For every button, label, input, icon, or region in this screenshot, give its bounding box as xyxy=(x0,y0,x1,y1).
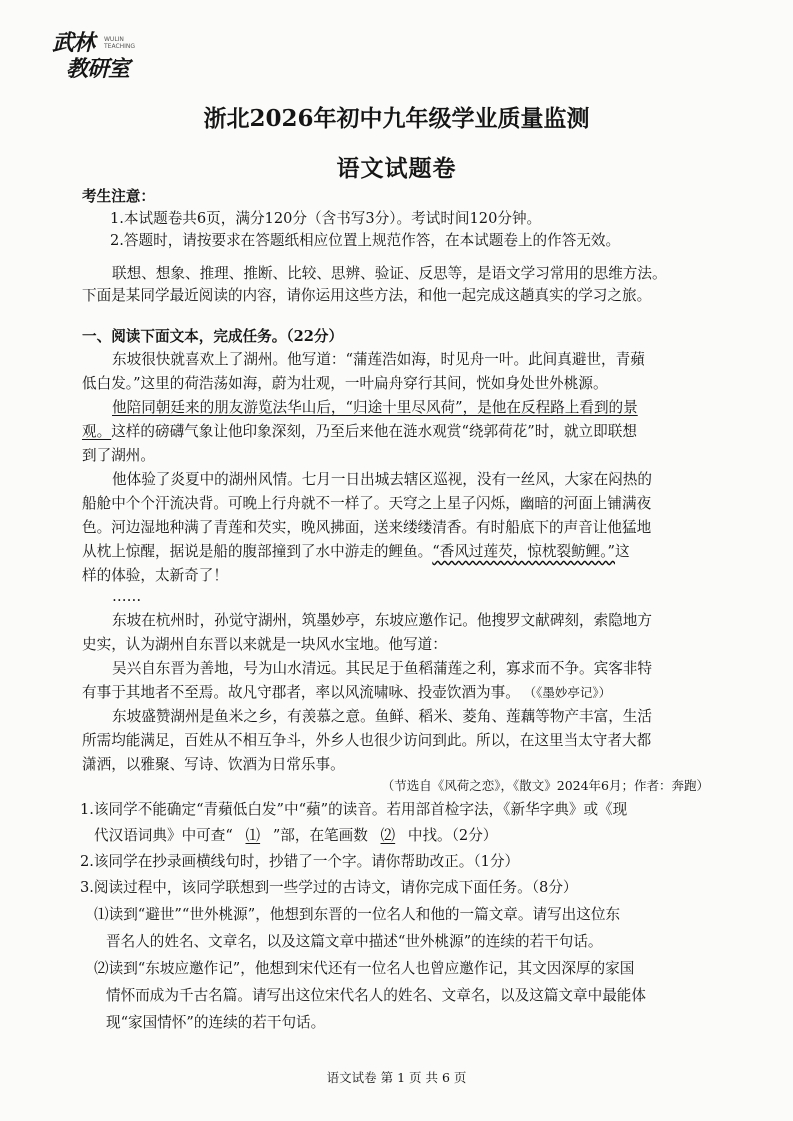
question-2: 2.该同学在抄录画横线句时，抄错了一个字。请你帮助改正。（1分） xyxy=(80,853,520,870)
section-1-heading: 一、阅读下面文本，完成任务。（22分） xyxy=(82,328,344,345)
page-footer: 语文试卷 第 1 页 共 6 页 xyxy=(326,1070,467,1085)
question-3-1-cont: 晋名人的姓名、文章名，以及这篇文章中描述“世外桃源”的连续的若干句话。 xyxy=(106,933,603,950)
notice-item-1: 1.本试题卷共6页，满分120分（含书写3分）。考试时间120分钟。 xyxy=(110,210,542,227)
passage-line: 所需均能满足，百姓从不相互争斗，外乡人也很少访问到此。所以，在这里当太守者大都 xyxy=(82,732,652,749)
underlined-sentence: ，是他在反程路上看到的景 xyxy=(462,399,638,416)
quoted-passage-line: 吴兴自东晋为善地，号为山水清远。其民足于鱼稻蒲莲之利，寡求而不争。宾客非特 xyxy=(112,660,652,677)
answer-blank-2[interactable]: ⑵ xyxy=(380,827,396,844)
passage-line: 到了湖州。 xyxy=(82,447,155,464)
question-3-1: ⑴读到“避世”“世外桃源”，他想到东晋的一位名人和他的一篇文章。请写出这位东 xyxy=(94,906,621,923)
intro-line-1: 联想、想象、推理、推断、比较、思辨、验证、反思等，是语文学习常用的思维方法。 xyxy=(112,265,667,282)
passage-line xyxy=(112,398,638,418)
passage-line: 他体验了炎夏中的湖州风情。七月一日出城去辖区巡视，没有一丝风，大家在闷热的 xyxy=(112,471,652,488)
logo-text-line1: 武林 xyxy=(52,30,95,56)
quoted-text: 有事于其地者不至焉。故凡守郡者，率以风流啸咏、投壶饮酒为事。 xyxy=(82,684,520,701)
passage-text: 这 xyxy=(615,543,630,560)
passage-line: 东坡盛赞湖州是鱼米之乡，有羡慕之意。鱼鲜、稻米、菱角、莲藕等物产丰富，生活 xyxy=(112,708,652,725)
underlined-sentence: 他陪同朝廷来的朋友游览法华山后， xyxy=(112,399,346,416)
passage-line: 船舱中个个汗流决背。可晚上行舟就不一样了。天穹之上星子闪烁，幽暗的河面上铺满夜 xyxy=(82,495,652,512)
question-3-2: ⑵读到“东坡应邀作记”，他想到宋代还有一位名人也曾应邀作记，其文因深厚的家国 xyxy=(94,960,635,977)
logo-text-line2: 教研室 xyxy=(66,56,130,82)
notice-item-2: 2.答题时，请按要求在答题纸相应位置上规范作答，在本试题卷上的作答无效。 xyxy=(110,232,621,249)
passage-line: 色。河边湿地种满了青莲和芡实，晚风拂面，送来缕缕清香。有时船底下的声音让他猛地 xyxy=(82,519,652,536)
quote-source: （《墨妙亭记》） xyxy=(529,685,612,700)
passage-line: 潇洒，以雅聚、写诗、饮酒为日常乐事。 xyxy=(82,756,345,773)
logo-subtext: WULIN TEACHING xyxy=(104,36,136,50)
exam-title: 浙北2026年初中九年级学业质量监测 xyxy=(203,105,590,132)
question-3: 3.阅读过程中，该同学联想到一些学过的古诗文，请你完成下面任务。（8分） xyxy=(80,879,578,896)
answer-blank-1[interactable]: ⑴ xyxy=(245,827,261,844)
passage-text: 从枕上惊醒，据说是船的腹部撞到了水中游走的鲤鱼。 xyxy=(82,543,433,560)
passage-line xyxy=(82,422,637,442)
question-3-2-cont: 情怀而成为千古名篇。请写出这位宋代名人的姓名、文章名，以及这篇文章中最能体 xyxy=(106,987,646,1004)
passage-line: 低白发。”这里的荷浩荡如海，蔚为壮观，一叶扁舟穿行其间，恍如身处世外桃源。 xyxy=(82,375,608,392)
question-3-2-cont: 现“家国情怀”的连续的若干句话。 xyxy=(106,1014,326,1031)
passage-source: （节选自《风荷之恋》，《散文》2024年6月；作者：奔跑） xyxy=(381,778,709,793)
passage-text: 这样的磅礴气象让他印象深刻，乃至后来他在涟水观赏“绕郭荷花”时，就立即联想 xyxy=(111,423,637,440)
passage-line xyxy=(82,542,630,562)
ellipsis: …… xyxy=(112,588,142,605)
quoted-passage-line xyxy=(82,683,611,703)
passage-line: 东坡在杭州时，孙觉守湖州，筑墨妙亭，东坡应邀作记。他搜罗文献碑刻，索隐地方 xyxy=(112,612,652,629)
logo xyxy=(52,26,136,84)
question-1: 1.该同学不能确定“青蘋低白发”中“蘋”的读音。若用部首检字法，《新华字典》或《现 xyxy=(80,801,628,818)
question-1-cont xyxy=(94,826,497,846)
passage-line: 样的体验，太新奇了！ xyxy=(82,567,228,584)
intro-line-2: 下面是某同学最近阅读的内容，请你运用这些方法，和他一起完成这趟真实的学习之旅。 xyxy=(82,287,652,304)
passage-line: 东坡很快就喜欢上了湖州。他写道：“蒲莲浩如海，时见舟一叶。此间真避世，青蘋 xyxy=(112,351,645,368)
passage-line: 史实，认为湖州自东晋以来就是一块风水宝地。他写道： xyxy=(82,636,447,653)
underlined-quote: “归途十里尽风荷” xyxy=(345,399,463,416)
underlined-sentence: 观。 xyxy=(82,423,112,440)
wavy-underlined-quote: “香风过莲芡，惊枕裂鲂鲤。” xyxy=(432,543,616,560)
exam-subtitle: 语文试题卷 xyxy=(336,155,457,182)
question-text: 中找。（2分） xyxy=(407,827,498,844)
question-text: ”部，在笔画数 xyxy=(272,827,368,844)
question-text: 代汉语词典》中可查“ xyxy=(94,827,233,844)
notice-heading: 考生注意： xyxy=(82,188,155,205)
